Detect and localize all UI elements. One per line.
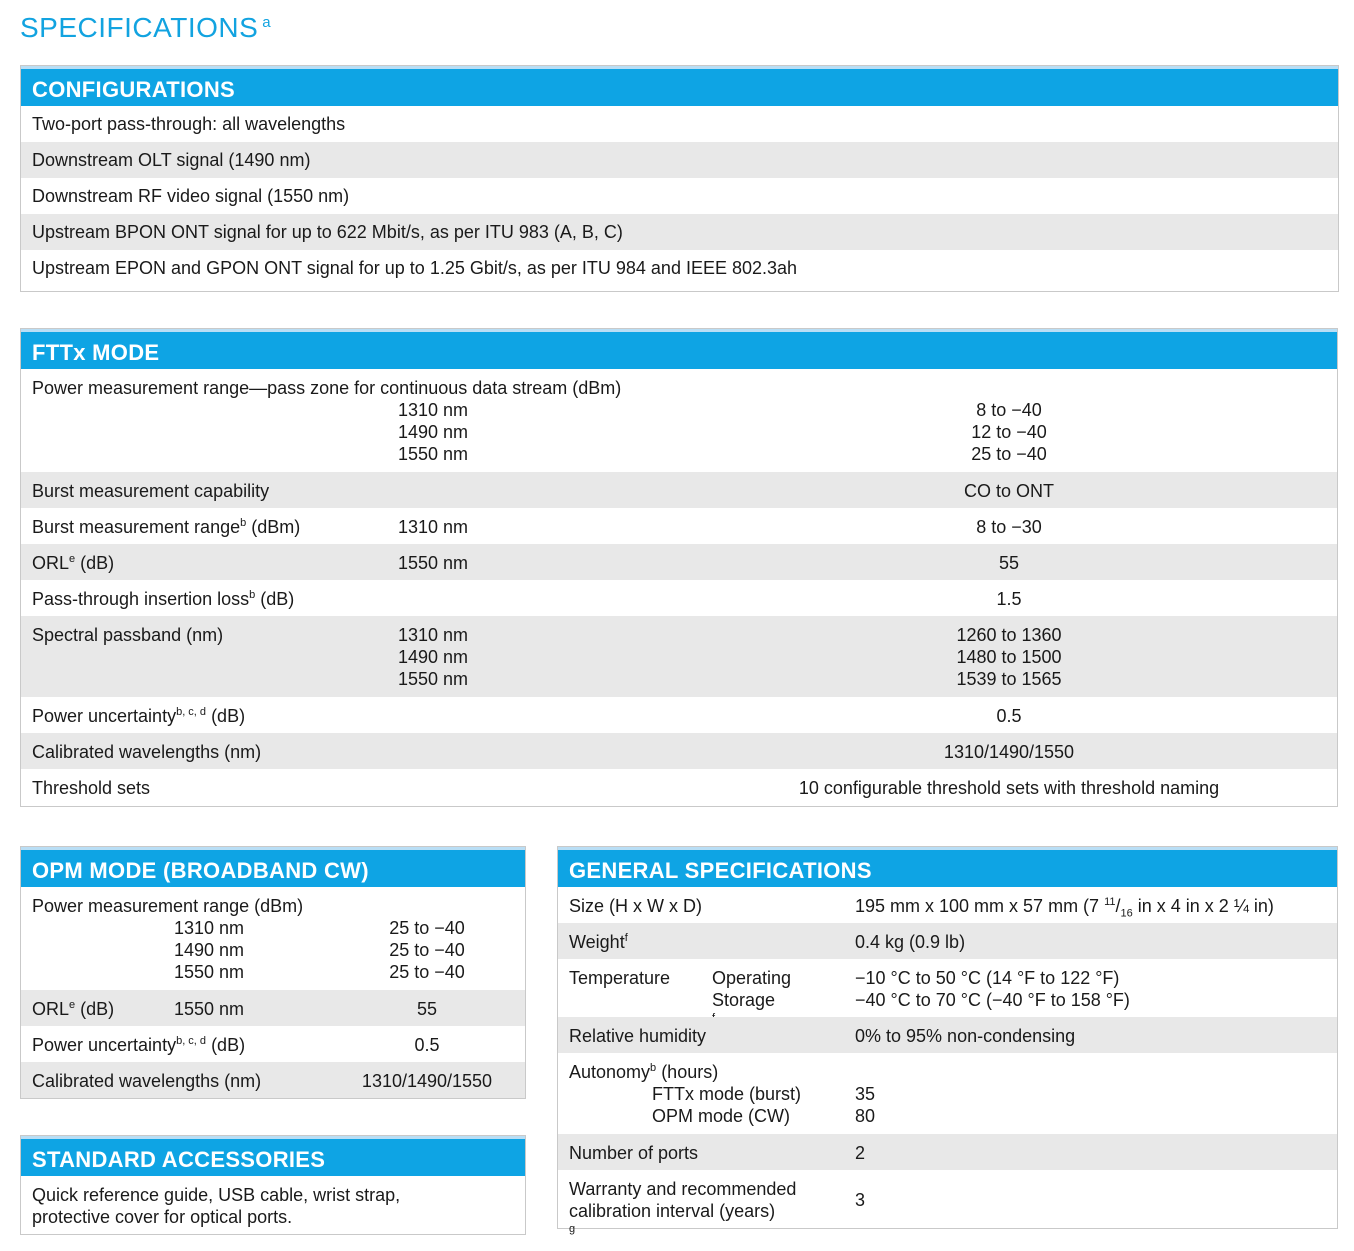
row-label (32, 998, 114, 1020)
value: 25 to −40 (389, 918, 465, 938)
label-text: Burst measurement range (32, 517, 241, 537)
fttx-power-range-row (21, 369, 1337, 472)
row-label (32, 552, 114, 574)
unit: (dB) (211, 1035, 246, 1055)
wavelength: 1550 nm (398, 553, 469, 573)
autonomy-values (855, 1083, 875, 1127)
opm-wavelengths (174, 917, 244, 983)
accessories-line: Quick reference guide, USB cable, wrist strap, (32, 1185, 401, 1205)
row-label (569, 931, 628, 953)
autonomy-value: 80 (855, 1106, 876, 1126)
size-fraction-numerator: 11 (1104, 896, 1116, 908)
warranty-label-line: Warranty and recommended (569, 1179, 797, 1199)
wavelength: 1550 nm (174, 962, 245, 982)
row-value: CO to ONT (963, 481, 1055, 501)
label-text: Weight (569, 932, 625, 952)
row-label: Calibrated wavelengths (nm) (32, 1071, 262, 1091)
footnote: b (650, 1062, 657, 1074)
row-label: Relative humidity (569, 1026, 707, 1046)
accessories-line: protective cover for optical ports. (32, 1207, 293, 1227)
footnote: e (69, 553, 76, 565)
general-warranty-row (558, 1170, 1337, 1235)
wavelength: 1490 nm (174, 940, 245, 960)
configurations-panel (20, 65, 1339, 292)
wavelength: 1310 nm (398, 400, 469, 420)
row-value: 8 to −30 (976, 517, 1042, 537)
fttx-threshold-row (21, 769, 1337, 805)
page-title-footnote: a (262, 13, 272, 31)
label-text: Autonomy (569, 1062, 651, 1082)
row-label (569, 1061, 718, 1083)
opm-orl-row (21, 990, 525, 1026)
config-text: Upstream BPON ONT signal for up to 622 Mbit/s, as per ITU 983 (A, B, C) (32, 222, 623, 242)
general-temperature-row (558, 959, 1337, 1017)
wavelength: 1490 nm (398, 647, 469, 667)
size-text-a: 195 mm x 100 mm x 57 mm (7 (855, 896, 1105, 916)
row-label: Burst measurement capability (32, 481, 270, 501)
unit: (dB) (260, 589, 295, 609)
unit: (dBm) (251, 517, 301, 537)
row-value: 195 mm x 100 mm x 57 mm (7 $^{11}/_{16}$ in x 4 in x 2 ¼ in) (855, 896, 1274, 920)
row-label (32, 705, 245, 727)
autonomy-value: 35 (855, 1084, 876, 1104)
config-row (21, 214, 1338, 250)
general-header: GENERAL SPECIFICATIONS (558, 847, 1337, 887)
general-size-row (558, 887, 1337, 923)
temp-storage-value: −40 °C to 70 °C (−40 °F to 158 °F) (855, 990, 1130, 1010)
row-label: Spectral passband (nm) (32, 625, 224, 645)
row-value: 1310/1490/1550 (943, 742, 1075, 762)
row-label (569, 1178, 796, 1244)
fttx-panel (20, 328, 1338, 807)
config-text: Downstream OLT signal (1490 nm) (32, 150, 311, 170)
row-label: Number of ports (569, 1143, 699, 1163)
fttx-orl-row (21, 544, 1337, 580)
opm-values (389, 917, 465, 983)
config-row (21, 142, 1338, 178)
temp-operating-label: Operating (712, 968, 792, 988)
autonomy-mode: FTTx mode (burst) (652, 1084, 802, 1104)
page-title-text: SPECIFICATIONS (20, 12, 259, 43)
row-value: 1310/1490/1550 (361, 1071, 493, 1091)
row-value: 0.5 (996, 706, 1022, 726)
general-humidity-row (558, 1017, 1337, 1053)
label-text: Power uncertainty (32, 1035, 177, 1055)
fttx-calibrated-row (21, 733, 1337, 769)
general-weight-row (558, 923, 1337, 959)
temp-operating-value: −10 °C to 50 °C (14 °F to 122 °F) (855, 968, 1120, 988)
fttx-spectral-row (21, 616, 1337, 697)
unit: (dB) (80, 553, 115, 573)
autonomy-mode: OPM mode (CW) (652, 1106, 791, 1126)
unit: (hours) (661, 1062, 719, 1082)
opm-power-range-row (21, 887, 525, 990)
spectral-wavelengths (398, 624, 468, 690)
wavelength: 1550 nm (398, 669, 469, 689)
config-text: Two-port pass-through: all wavelengths (32, 114, 346, 134)
footnote: b, c, d (176, 706, 207, 718)
value: 25 to −40 (389, 940, 465, 960)
label-text: ORL (32, 553, 70, 573)
general-autonomy-row (558, 1053, 1337, 1134)
label-text: Storage (712, 990, 776, 1010)
accessories-row (21, 1176, 525, 1234)
temperature-values (855, 967, 1130, 1011)
fttx-header: FTTx MODE (21, 329, 1337, 369)
value: 25 to −40 (971, 444, 1047, 464)
row-value: 55 (998, 553, 1020, 573)
config-row (21, 178, 1338, 214)
value: 25 to −40 (389, 962, 465, 982)
value: 1539 to 1565 (956, 669, 1062, 689)
footnote: g (569, 1223, 576, 1235)
label-text: calibration interval (years) (569, 1201, 776, 1221)
footnote: b, c, d (176, 1035, 207, 1047)
footnote: e (69, 999, 76, 1011)
row-label (32, 588, 294, 610)
row-value: 10 configurable threshold sets with threshold naming (798, 778, 1220, 798)
fttx-power-range-wavelengths (398, 399, 468, 465)
row-label: Size (H x W x D) (569, 896, 702, 916)
value: 12 to −40 (971, 422, 1047, 442)
value: 8 to −40 (976, 400, 1042, 420)
row-value: 2 (855, 1143, 866, 1163)
spectral-values (956, 624, 1061, 690)
row-label: Temperature (569, 968, 671, 988)
autonomy-modes (652, 1083, 801, 1127)
general-ports-row (558, 1134, 1337, 1170)
label-text: Power uncertainty (32, 706, 177, 726)
row-label (32, 1034, 245, 1056)
wavelength: 1550 nm (174, 999, 245, 1019)
row-value: 0.5 (414, 1035, 440, 1055)
footnote: b (249, 589, 256, 601)
wavelength: 1550 nm (398, 444, 469, 464)
footnote: f (624, 932, 628, 944)
config-row (21, 250, 1338, 286)
row-value: 0% to 95% non-condensing (855, 1026, 1076, 1046)
configurations-header: CONFIGURATIONS (21, 66, 1338, 106)
size-fraction-denominator: 16 (1120, 907, 1133, 920)
accessories-text (32, 1184, 400, 1228)
fttx-burst-cap-row (21, 472, 1337, 508)
label-text: Pass-through insertion loss (32, 589, 250, 609)
label-text: ORL (32, 999, 70, 1019)
accessories-header: STANDARD ACCESSORIES (21, 1136, 525, 1176)
row-value: 1.5 (996, 589, 1022, 609)
wavelength: 1490 nm (398, 422, 469, 442)
row-label: Power measurement range (dBm) (32, 896, 304, 916)
general-panel (557, 846, 1338, 1235)
config-row (21, 106, 1338, 142)
wavelength: 1310 nm (398, 517, 469, 537)
fttx-uncertainty-row (21, 697, 1337, 733)
row-label (32, 516, 300, 538)
row-value: 55 (416, 999, 438, 1019)
footnote: b (240, 517, 247, 529)
opm-uncertainty-row (21, 1026, 525, 1062)
fttx-pass-loss-row (21, 580, 1337, 616)
config-text: Upstream EPON and GPON ONT signal for up to 1.25 Gbit/s, as per ITU 984 and IEEE 802.3ah (32, 258, 798, 278)
warranty-label-line (569, 1200, 796, 1244)
page-title (20, 12, 271, 44)
opm-calibrated-row (21, 1062, 525, 1098)
wavelength: 1310 nm (174, 918, 245, 938)
opm-header: OPM MODE (BROADBAND CW) (21, 847, 525, 887)
row-value: 3 (855, 1190, 866, 1210)
size-text-b: in x 4 in x 2 ¼ in) (1132, 896, 1274, 916)
accessories-panel (20, 1135, 526, 1235)
wavelength: 1310 nm (398, 625, 469, 645)
config-text: Downstream RF video signal (1550 nm) (32, 186, 350, 206)
fttx-power-range-values (971, 399, 1047, 465)
fttx-burst-range-row (21, 508, 1337, 544)
unit: (dB) (211, 706, 246, 726)
value: 1260 to 1360 (956, 625, 1062, 645)
opm-panel (20, 846, 526, 1099)
unit: (dB) (80, 999, 115, 1019)
row-label: Threshold sets (32, 778, 151, 798)
value: 1480 to 1500 (956, 647, 1062, 667)
row-value: 0.4 kg (0.9 lb) (855, 932, 966, 952)
fttx-power-range-label: Power measurement range—pass zone for continuous data stream (dBm) (32, 378, 622, 398)
row-label: Calibrated wavelengths (nm) (32, 742, 262, 762)
